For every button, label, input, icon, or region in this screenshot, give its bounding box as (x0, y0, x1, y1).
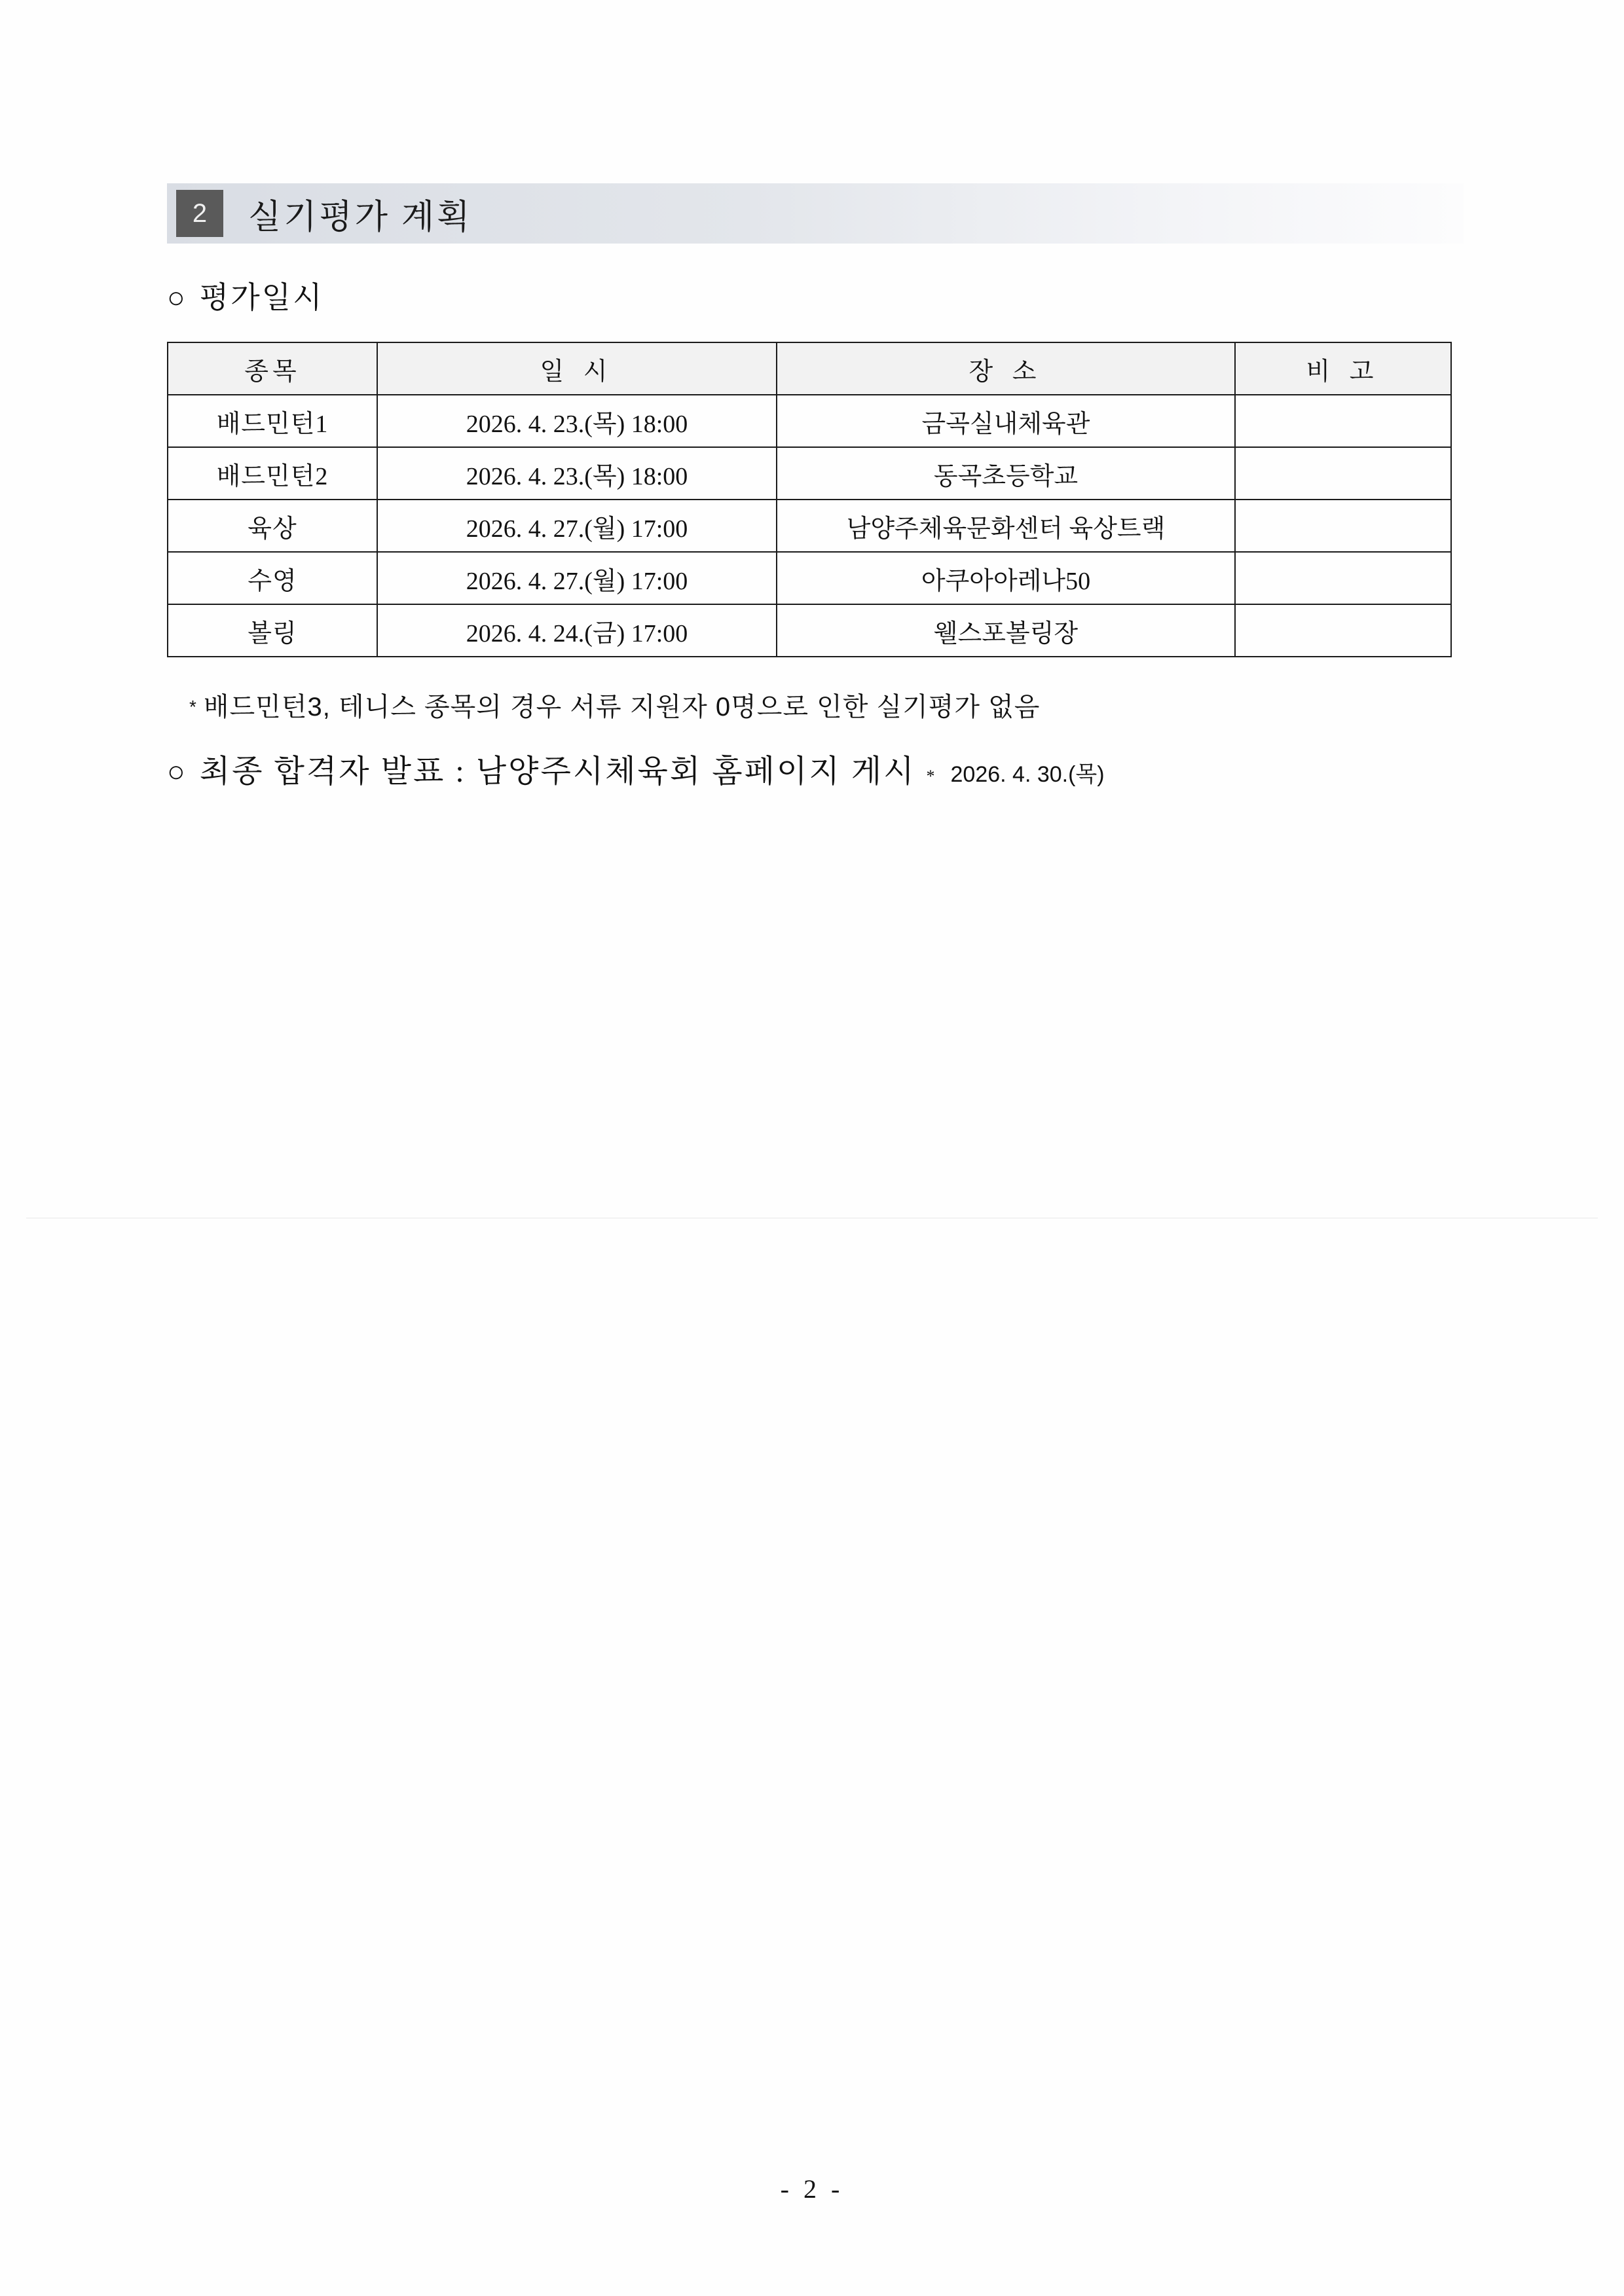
cell-note (1235, 552, 1451, 604)
cell-note (1235, 500, 1451, 552)
table-header-row (168, 342, 1451, 395)
asterisk-icon: * (189, 697, 197, 717)
cell-event: 볼링 (168, 604, 377, 657)
column-header-place: 장 소 (777, 342, 1235, 395)
final-announcement-text: 최종 합격자 발표 : 남양주시체육회 홈페이지 게시 (199, 754, 916, 789)
page-number: - 2 - (780, 2174, 844, 2204)
footnote-text: 배드민턴3, 테니스 종목의 경우 서류 지원자 0명으로 인한 실기평가 없음 (203, 693, 1041, 721)
cell-datetime: 2026. 4. 23.(목) 18:00 (377, 395, 777, 447)
table-row (168, 395, 1451, 447)
table-row (168, 447, 1451, 500)
section-number: 2 (176, 190, 223, 237)
cell-datetime: 2026. 4. 23.(목) 18:00 (377, 447, 777, 500)
schedule-table (167, 342, 1452, 657)
cell-event: 수영 (168, 552, 377, 604)
table-row (168, 500, 1451, 552)
cell-place: 금곡실내체육관 (777, 395, 1235, 447)
table-row (168, 604, 1451, 657)
circle-bullet-icon: ○ (167, 755, 185, 788)
column-header-event: 종목 (168, 342, 377, 395)
table-row (168, 552, 1451, 604)
cell-place: 남양주체육문화센터 육상트랙 (777, 500, 1235, 552)
footnote (189, 686, 1464, 723)
cell-datetime: 2026. 4. 27.(월) 17:00 (377, 500, 777, 552)
circle-bullet-icon: ○ (167, 281, 185, 314)
document-content (167, 183, 1464, 791)
column-header-datetime: 일 시 (377, 342, 777, 395)
cell-note (1235, 604, 1451, 657)
cell-place: 동곡초등학교 (777, 447, 1235, 500)
cell-datetime: 2026. 4. 27.(월) 17:00 (377, 552, 777, 604)
cell-note (1235, 395, 1451, 447)
subsection-heading (167, 274, 1464, 317)
cell-event: 육상 (168, 500, 377, 552)
final-announcement (167, 746, 1464, 791)
cell-datetime: 2026. 4. 24.(금) 17:00 (377, 604, 777, 657)
cell-place: 웰스포볼링장 (777, 604, 1235, 657)
cell-note (1235, 447, 1451, 500)
section-header (167, 183, 1464, 244)
cell-event: 배드민턴1 (168, 395, 377, 447)
cell-place: 아쿠아아레나50 (777, 552, 1235, 604)
subsection-label: 평가일시 (199, 281, 324, 314)
asterisk-icon: * (926, 767, 935, 786)
final-announcement-date: 2026. 4. 30.(목) (950, 762, 1105, 787)
section-title: 실기평가 계획 (248, 198, 473, 236)
column-header-note: 비 고 (1235, 342, 1451, 395)
cell-event: 배드민턴2 (168, 447, 377, 500)
